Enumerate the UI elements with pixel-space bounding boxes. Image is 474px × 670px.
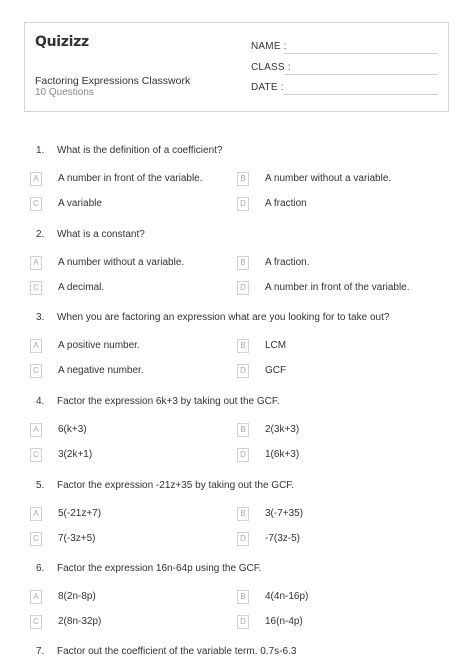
option-text: 3(2k+1) xyxy=(58,449,93,460)
option-text: A decimal. xyxy=(58,282,105,293)
option-letter-box[interactable]: B xyxy=(237,256,249,270)
option-text: A number without a variable. xyxy=(58,257,185,268)
question-text: When you are factoring an expression what are you looking for to take out? xyxy=(57,312,390,323)
question-1 xyxy=(0,145,474,159)
option-text: A variable xyxy=(58,198,102,209)
option-letter-box[interactable]: B xyxy=(237,590,249,604)
option-letter-box[interactable]: C xyxy=(30,281,42,295)
option-text: 4(4n-16p) xyxy=(265,591,309,602)
question-number: 3. xyxy=(36,312,45,323)
option-text: A number in front of the variable. xyxy=(58,173,203,184)
option-letter-box[interactable]: A xyxy=(30,507,42,521)
question-number: 7. xyxy=(36,646,45,657)
option-letter-box[interactable]: C xyxy=(30,197,42,211)
question-text: Factor the expression 6k+3 by taking out the GCF. xyxy=(57,396,280,407)
option-letter-box[interactable]: D xyxy=(237,281,249,295)
question-count: 10 Questions xyxy=(35,87,94,98)
class-label: CLASS : xyxy=(251,62,291,73)
option-letter-box[interactable]: A xyxy=(30,590,42,604)
question-7 xyxy=(0,646,474,660)
option-text: 5(-21z+7) xyxy=(58,508,102,519)
question-number: 2. xyxy=(36,229,45,240)
question-text: What is the definition of a coefficient? xyxy=(57,145,223,156)
option-letter-box[interactable]: D xyxy=(237,615,249,629)
option-letter-box[interactable]: D xyxy=(237,197,249,211)
option-text: 1(6k+3) xyxy=(265,449,300,460)
option-text: 2(8n-32p) xyxy=(58,616,102,627)
option-text: LCM xyxy=(265,340,287,351)
question-text: Factor the expression 16n-64p using the GCF. xyxy=(57,563,262,574)
option-letter-box[interactable]: D xyxy=(237,448,249,462)
worksheet-title: Factoring Expressions Classwork xyxy=(35,75,191,87)
option-letter-box[interactable]: A xyxy=(30,172,42,186)
option-letter-box[interactable]: B xyxy=(237,339,249,353)
option-text: 16(n-4p) xyxy=(265,616,303,627)
option-text: A fraction xyxy=(265,198,307,209)
question-text: What is a constant? xyxy=(57,229,145,240)
option-text: -7(3z-5) xyxy=(265,533,301,544)
date-field[interactable] xyxy=(284,94,438,95)
option-letter-box[interactable]: B xyxy=(237,507,249,521)
option-text: A fraction. xyxy=(265,257,310,268)
option-letter-box[interactable]: A xyxy=(30,423,42,437)
option-letter-box[interactable]: B xyxy=(237,172,249,186)
question-6 xyxy=(0,563,474,577)
question-number: 6. xyxy=(36,563,45,574)
option-text: A negative number. xyxy=(58,365,144,376)
option-letter-box[interactable]: C xyxy=(30,532,42,546)
option-text: 3(-7+35) xyxy=(265,508,304,519)
option-letter-box[interactable]: C xyxy=(30,448,42,462)
option-letter-box[interactable]: D xyxy=(237,364,249,378)
date-label: DATE : xyxy=(251,82,284,93)
question-2 xyxy=(0,229,474,243)
quizizz-logo: Quizizz xyxy=(35,34,89,50)
question-text: Factor out the coefficient of the variable term. 0.7s-6.3 xyxy=(57,646,297,657)
question-number: 5. xyxy=(36,480,45,491)
option-text: 7(-3z+5) xyxy=(58,533,96,544)
name-field[interactable] xyxy=(284,53,438,54)
option-letter-box[interactable]: A xyxy=(30,339,42,353)
option-text: 8(2n-8p) xyxy=(58,591,96,602)
option-letter-box[interactable]: A xyxy=(30,256,42,270)
option-letter-box[interactable]: D xyxy=(237,532,249,546)
option-text: A positive number. xyxy=(58,340,140,351)
option-text: GCF xyxy=(265,365,287,376)
option-text: A number without a variable. xyxy=(265,173,392,184)
name-label: NAME : xyxy=(251,41,287,52)
option-letter-box[interactable]: B xyxy=(237,423,249,437)
option-text: A number in front of the variable. xyxy=(265,282,410,293)
option-letter-box[interactable]: C xyxy=(30,364,42,378)
question-number: 1. xyxy=(36,145,45,156)
question-3 xyxy=(0,312,474,326)
class-field[interactable] xyxy=(284,74,438,75)
question-number: 4. xyxy=(36,396,45,407)
option-text: 2(3k+3) xyxy=(265,424,300,435)
question-4 xyxy=(0,396,474,410)
option-text: 6(k+3) xyxy=(58,424,87,435)
question-5 xyxy=(0,480,474,494)
question-text: Factor the expression -21z+35 by taking out the GCF. xyxy=(57,480,295,491)
option-letter-box[interactable]: C xyxy=(30,615,42,629)
